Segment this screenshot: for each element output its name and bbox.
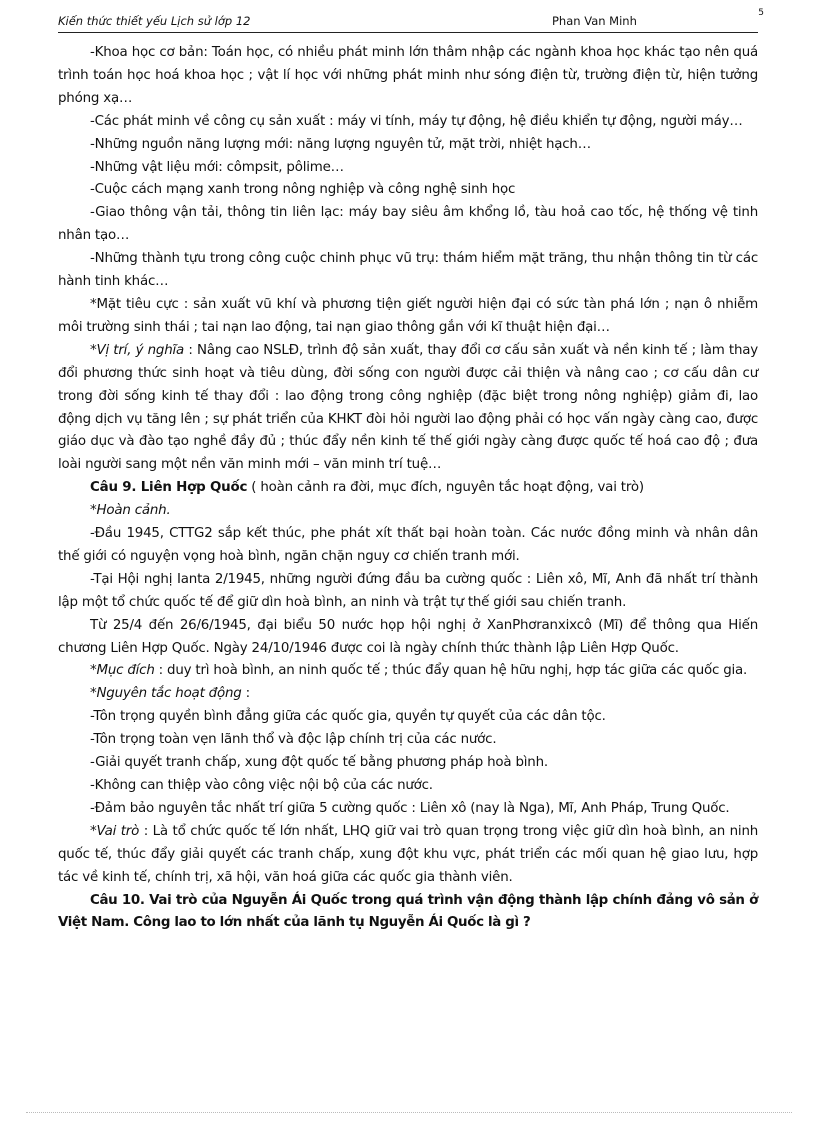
paragraph-lead: *Hoàn cảnh. (90, 503, 171, 519)
paragraph: -Đầu 1945, CTTG2 sắp kết thúc, phe phát xít thất bại hoàn toàn. Các nước đồng minh và nhân dân thế giới có nguyện vọng hoà bình, ngăn chặn nguy cơ chiến tranh mới. (58, 526, 758, 564)
paragraph: -Giải quyết tranh chấp, xung đột quốc tế bằng phương pháp hoà bình. (90, 755, 548, 771)
paragraph-lead: *Nguyên tắc hoạt động (90, 686, 242, 702)
paragraph-lead: *Vai trò (90, 823, 140, 839)
header-title: Kiến thức thiết yếu Lịch sử lớp 12 (58, 14, 251, 28)
paragraph: Từ 25/4 đến 26/6/1945, đại biểu 50 nước họp hội nghị ở XanPhơranxixcô (Mĩ) để thông qua Hiến chương Liên Hợp Quốc. Ngày 24/10/1946 được coi là ngày chính thức thành lập Liên Hợp Quốc. (58, 617, 758, 656)
header-author: Phan Van Minh (552, 14, 637, 28)
paragraph: -Tôn trọng quyền bình đẳng giữa các quốc gia, quyền tự quyết của các dân tộc. (90, 709, 606, 725)
page-header (58, 8, 764, 33)
paragraph: *Vai trò : Là tổ chức quốc tế lớn nhất, LHQ giữ vai trò quan trọng trong việc giữ dìn hoà bình, an ninh quốc tế, thúc đẩy giải quyết các tranh chấp, xung đột khu vực, phát triển các mối quan hệ giao lưu, hợp tác về kinh tế, chính trị, xã hội, văn hoá giữa các quốc gia thành viên. (58, 823, 759, 885)
paragraph: -Giao thông vận tải, thông tin liên lạc: máy bay siêu âm khổng lồ, tàu hoả cao tốc, hệ thống vệ tinh nhân tạo… (58, 205, 758, 244)
paragraph (58, 500, 758, 523)
section-heading-cau-9: Câu 9. Liên Hợp Quốc ( hoàn cảnh ra đời, mục đích, nguyên tắc hoạt động, vai trò) (90, 480, 644, 496)
paragraph: -Đảm bảo nguyên tắc nhất trí giữa 5 cường quốc : Liên xô (nay là Nga), Mĩ, Anh Pháp, Trung Quốc. (90, 800, 730, 816)
paragraph: *Nguyên tắc hoạt động : (90, 686, 250, 702)
paragraph: -Khoa học cơ bản: Toán học, có nhiều phát minh lớn thâm nhập các ngành khoa học khác tạo nên quá trình toán học hoá khoa học ; vật lí học với những phát minh như sóng điện từ, trường điện từ, hiện tưởng phóng xạ… (58, 45, 758, 106)
paragraph: -Cuộc cách mạng xanh trong nông nghiệp và công nghệ sinh học (90, 182, 516, 198)
paragraph: -Tại Hội nghị Ianta 2/1945, những người đứng đầu ba cường quốc : Liên xô, Mĩ, Anh đã nhất trí thành lập một tổ chức quốc tế để giữ dìn hoà bình, an ninh và trật tự thế giới sau chiến tranh. (58, 571, 758, 610)
paragraph: -Những thành tựu trong công cuộc chinh phục vũ trụ: thám hiểm mặt trăng, thu nhận thông tin từ các hành tinh khác… (58, 251, 758, 290)
paragraph: -Những nguồn năng lượng mới: năng lượng nguyên tử, mặt trời, nhiệt hạch… (90, 136, 591, 152)
document-body (58, 42, 758, 935)
paragraph-lead: *Mục đích (90, 663, 155, 679)
paragraph: *Mặt tiêu cực : sản xuất vũ khí và phương tiện giết người hiện đại có sức tàn phá lớn ; nạn ô nhiễm môi trường sinh thái ; tai nạn lao động, tai nạn giao thông gắn với kĩ thuật hiện đại… (58, 296, 758, 335)
paragraph: -Những vật liệu mới: cômpsit, pôlime… (90, 159, 344, 175)
paragraph: -Tôn trọng toàn vẹn lãnh thổ và độc lập chính trị của các nước. (90, 732, 497, 748)
page-number: 5 (758, 8, 764, 18)
paragraph-lead: *Vị trí, ý nghĩa (90, 342, 185, 358)
paragraph: *Vị trí, ý nghĩa : Nâng cao NSLĐ, trình độ sản xuất, thay đổi cơ cấu sản xuất và nền kinh tế ; làm thay đổi phương thức sinh hoạt và tiêu dùng, đời sống con người được cải thiện và nâng cao ; cơ cấu dân cư trong đời sống kinh tế thay đổi : lao động trong công nghiệp (đặc biệt trong nông nghiệp) giảm đi, lao động dịch vụ tăng lên ; sự phát triển của KHKT đòi hỏi người lao động phải có học vấn ngày càng cao, được giáo dục và đào tạo nghề đầy đủ ; thúc đẩy nền kinh tế thế giới ngày càng được quốc tế hoá cao độ ; đưa loài người sang một nền văn minh mới – văn minh trí tuệ… (58, 342, 758, 473)
paragraph: -Các phát minh về công cụ sản xuất : máy vi tính, máy tự động, hệ điều khiển tự động, người máy… (90, 113, 743, 129)
section-heading-cau-10: Câu 10. Vai trò của Nguyễn Ái Quốc trong quá trình vận động thành lập chính đảng vô sản ở Việt Nam. Công lao to lớn nhất của lãnh tụ Nguyễn Ái Quốc là gì ? (58, 892, 758, 931)
paragraph: *Mục đích : duy trì hoà bình, an ninh quốc tế ; thúc đẩy quan hệ hữu nghị, hợp tác giữa các quốc gia. (90, 663, 748, 679)
footer-rule (26, 1112, 792, 1113)
heading-bold: Câu 9. Liên Hợp Quốc (90, 480, 248, 496)
paragraph: -Không can thiệp vào công việc nội bộ của các nước. (90, 778, 433, 793)
